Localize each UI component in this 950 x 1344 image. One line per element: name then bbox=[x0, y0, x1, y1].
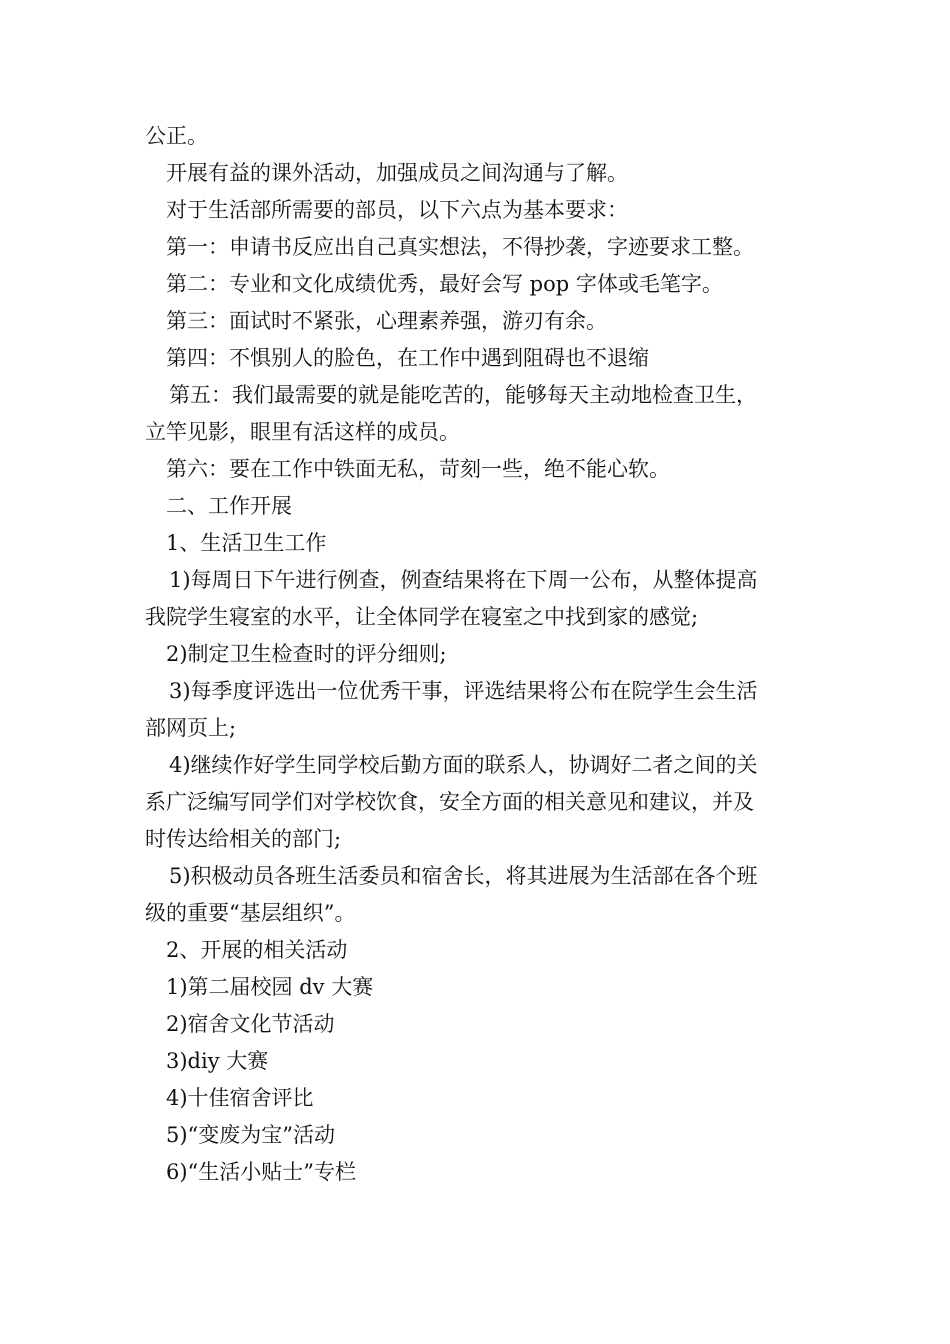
text-line: 立竿见影，眼里有活这样的成员。 bbox=[145, 420, 460, 444]
text-line: 1)每周日下午进行例查，例查结果将在下周一公布，从整体提高 bbox=[169, 568, 758, 592]
list-item: 4)十佳宿舍评比 bbox=[166, 1086, 314, 1110]
text-line: 系广泛编写同学们对学校饮食，安全方面的相关意见和建议，并及 bbox=[145, 790, 754, 814]
text-line: 第一：申请书反应出自己真实想法，不得抄袭，字迹要求工整。 bbox=[166, 235, 754, 259]
list-item: 2)宿舍文化节活动 bbox=[166, 1012, 335, 1036]
list-item: 1)第二届校园 dv 大赛 bbox=[166, 975, 374, 999]
list-item: 3)diy 大赛 bbox=[166, 1049, 269, 1073]
text-line: 部网页上; bbox=[145, 716, 237, 740]
text-line: 4)继续作好学生同学校后勤方面的联系人，协调好二者之间的关 bbox=[169, 753, 758, 777]
text-line: 第五：我们最需要的就是能吃苦的，能够每天主动地检查卫生， bbox=[169, 383, 757, 407]
document-body bbox=[145, 118, 810, 1191]
subsection-heading: 1、生活卫生工作 bbox=[166, 531, 327, 555]
section-heading: 二、工作开展 bbox=[166, 494, 292, 518]
text-line: 公正。 bbox=[145, 124, 208, 148]
text-line: 开展有益的课外活动，加强成员之间沟通与了解。 bbox=[166, 161, 628, 185]
text-line: 第三：面试时不紧张，心理素养强，游刃有余。 bbox=[166, 309, 607, 333]
text-line: 第二：专业和文化成绩优秀，最好会写 pop 字体或毛笔字。 bbox=[166, 272, 723, 296]
text-line: 3)每季度评选出一位优秀干事，评选结果将公布在院学生会生活 bbox=[169, 679, 758, 703]
text-line: 我院学生寝室的水平，让全体同学在寝室之中找到家的感觉; bbox=[145, 605, 699, 629]
list-item: 5)“变废为宝”活动 bbox=[166, 1123, 336, 1147]
text-line: 5)积极动员各班生活委员和宿舍长，将其进展为生活部在各个班 bbox=[169, 864, 758, 888]
list-item: 6)“生活小贴士”专栏 bbox=[166, 1160, 357, 1184]
text-line: 第四：不惧别人的脸色，在工作中遇到阻碍也不退缩 bbox=[166, 346, 649, 370]
text-line: 第六：要在工作中铁面无私，苛刻一些，绝不能心软。 bbox=[166, 457, 670, 481]
text-line: 对于生活部所需要的部员，以下六点为基本要求： bbox=[166, 198, 628, 222]
text-line: 时传达给相关的部门; bbox=[145, 827, 342, 851]
text-line: 2)制定卫生检查时的评分细则; bbox=[166, 642, 447, 666]
text-line: 级的重要“基层组织”。 bbox=[145, 901, 356, 925]
subsection-heading: 2、开展的相关活动 bbox=[166, 938, 348, 962]
